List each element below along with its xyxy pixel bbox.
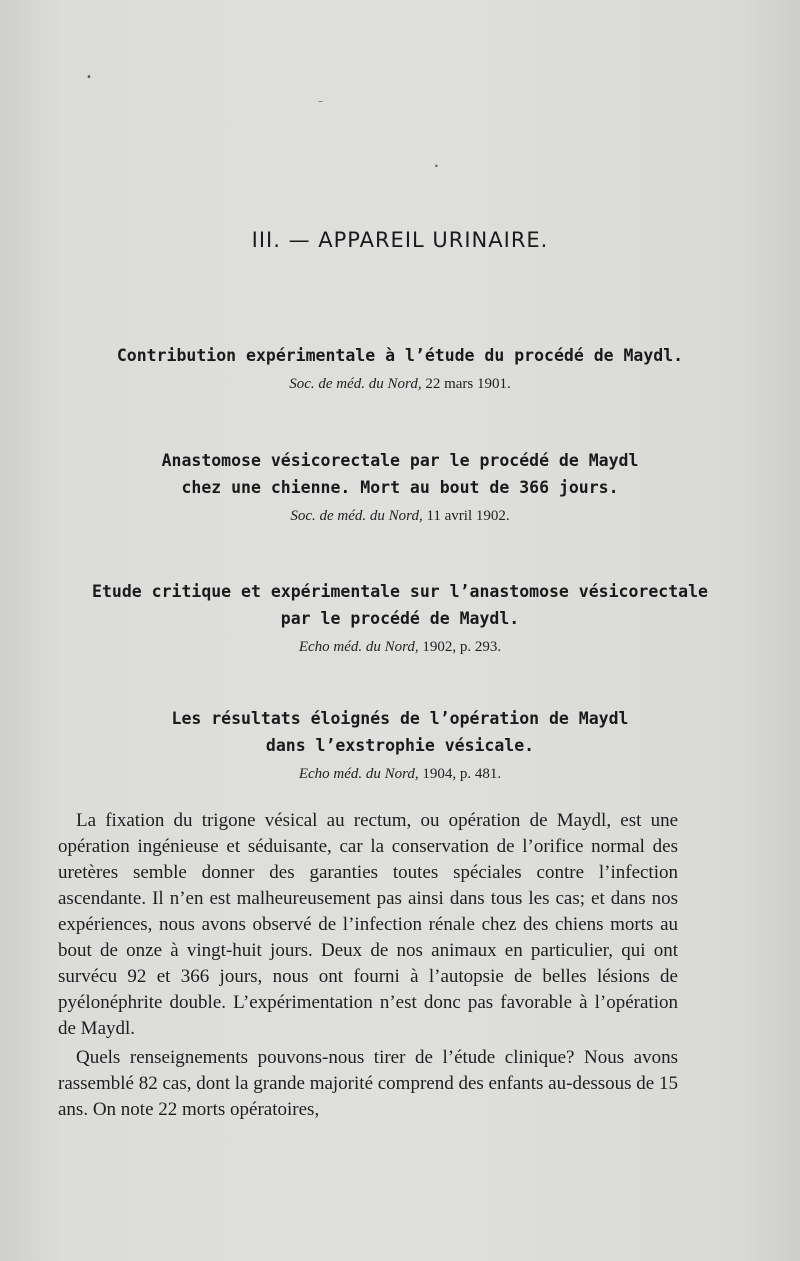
- paragraph: La fixation du trigone vésical au rectum, ou opération de Maydl, est une opération ingénieuse et séduisante, car la conservation de l’orifice normal des uretères semble donner des garanties toutes spéciales contre l’infection ascendante. Il n’en est malheureusement pas ainsi dans tous les cas; et dans nos expériences, nous avons observé de l’infection rénale chez des chiens morts au bout de onze à vingt-huit jours. Deux de nos animaux en particulier, qui ont survécu 92 et 366 jours, nous ont fourni à l’autopsie de belles lésions de pyélonéphrite double. L’expérimentation n’est donc pas favorable à l’opération de Maydl.: [58, 810, 678, 1039]
- entry-title: par le procédé de Maydl.: [280, 609, 520, 628]
- ink-speck: •: [86, 72, 92, 83]
- bibliography-entry: [40, 705, 760, 786]
- section-title: III. — APPAREIL URINAIRE.: [251, 228, 549, 252]
- entry-title: Etude critique et expérimentale sur l’anastomose vésicorectale: [92, 582, 708, 601]
- entry-title: Contribution expérimentale à l’étude du procédé de Maydl.: [116, 346, 684, 365]
- entry-title: chez une chienne. Mort au bout de 366 jours.: [181, 478, 619, 497]
- ink-speck: –: [318, 96, 323, 107]
- entry-title: Anastomose vésicorectale par le procédé de Maydl: [161, 451, 639, 470]
- entry-journal: Soc. de méd. du Nord,: [289, 376, 422, 392]
- bibliography-entry: [40, 342, 760, 396]
- entry-source: [40, 504, 760, 528]
- entry-title: dans l’exstrophie vésicale.: [265, 736, 535, 755]
- body-text: [58, 808, 678, 1126]
- entry-title: Les résultats éloignés de l’opération de Maydl: [171, 709, 629, 728]
- entry-journal: Echo méd. du Nord,: [298, 639, 419, 655]
- entry-source: [40, 762, 760, 786]
- entry-source: [40, 372, 760, 396]
- paragraph: Quels renseignements pouvons-nous tirer de l’étude clinique? Nous avons rassemblé 82 cas, dont la grande majorité comprend des enfants au-dessous de 15 ans. On note 22 morts opératoires,: [58, 1047, 678, 1120]
- entry-date: 1902, p. 293.: [422, 639, 502, 655]
- entry-date: 22 mars 1901.: [425, 376, 511, 392]
- ink-speck: •: [434, 162, 439, 171]
- bibliography-entry: [40, 447, 760, 528]
- bibliography-entry: [40, 578, 760, 659]
- entry-date: 1904, p. 481.: [422, 766, 502, 782]
- entry-journal: Echo méd. du Nord,: [298, 766, 419, 782]
- entry-date: 11 avril 1902.: [426, 508, 510, 524]
- entry-journal: Soc. de méd. du Nord,: [290, 508, 423, 524]
- entry-source: [40, 635, 760, 659]
